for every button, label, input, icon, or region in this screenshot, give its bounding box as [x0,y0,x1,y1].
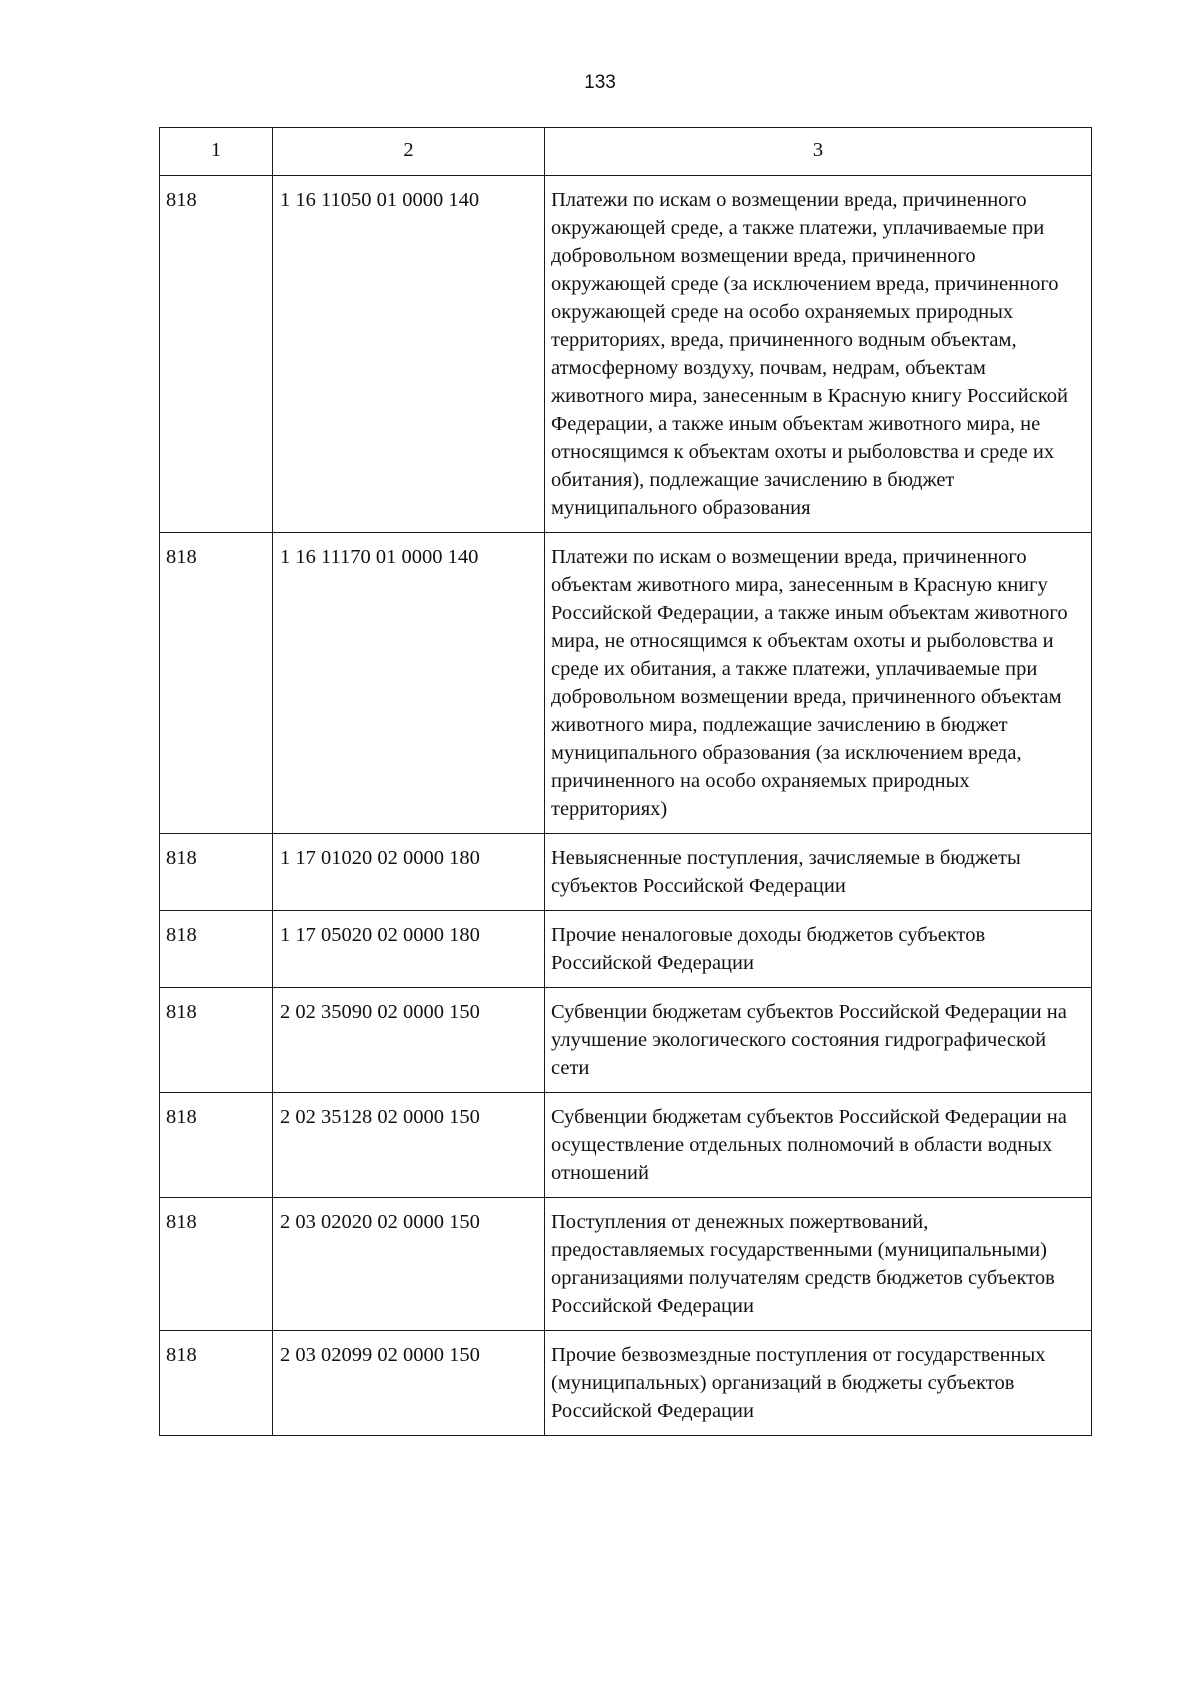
budget-code-cell: 2 03 02099 02 0000 150 [273,1331,545,1436]
column-header-code: 2 [273,128,545,176]
table-row [160,1198,1092,1331]
table-row [160,533,1092,834]
table-row [160,911,1092,988]
budget-code-cell: 2 02 35128 02 0000 150 [273,1093,545,1198]
budget-code-cell: 1 17 01020 02 0000 180 [273,834,545,911]
column-header-name: 3 [545,128,1092,176]
admin-code-cell: 818 [160,1198,273,1331]
budget-code-cell: 1 17 05020 02 0000 180 [273,911,545,988]
admin-code-cell: 818 [160,533,273,834]
column-header-admin: 1 [160,128,273,176]
budget-code-cell: 2 03 02020 02 0000 150 [273,1198,545,1331]
revenue-name-cell: Прочие безвозмездные поступления от государственных (муниципальных) организаций в бюджеты субъектов Российской Федерации [545,1331,1092,1436]
table-row [160,988,1092,1093]
table-header-row [160,128,1092,176]
revenue-name-cell: Платежи по искам о возмещении вреда, причиненного объектам животного мира, занесенным в Красную книгу Российской Федерации, а также иным объектам животного мира, не относящимся к объектам охоты и рыболовства и среде их обитания, а также платежи, уплачиваемые при добровольном возмещении вреда, причиненного объектам животного мира, подлежащие зачислению в бюджет муниципального образования (за исключением вреда, причиненного на особо охраняемых природных территориях) [545,533,1092,834]
page-number: 133 [584,72,616,93]
table-row [160,176,1092,533]
revenue-name-cell: Поступления от денежных пожертвований, предоставляемых государственными (муниципальными) организациями получателям средств бюджетов субъектов Российской Федерации [545,1198,1092,1331]
revenue-name-cell: Платежи по искам о возмещении вреда, причиненного окружающей среде, а также платежи, уплачиваемые при добровольном возмещении вреда, причиненного окружающей среде (за исключением вреда, причиненного окружающей среде на особо охраняемых природных территориях, вреда, причиненного водным объектам, атмосферному воздуху, почвам, недрам, объектам животного мира, занесенным в Красную книгу Российской Федерации, а также иным объектам животного мира, не относящимся к объектам охоты и рыболовства и среде их обитания), подлежащие зачислению в бюджет муниципального образования [545,176,1092,533]
admin-code-cell: 818 [160,911,273,988]
revenue-name-cell: Прочие неналоговые доходы бюджетов субъектов Российской Федерации [545,911,1092,988]
revenue-name-cell: Субвенции бюджетам субъектов Российской Федерации на улучшение экологического состояния гидрографической сети [545,988,1092,1093]
admin-code-cell: 818 [160,988,273,1093]
table-row [160,834,1092,911]
admin-code-cell: 818 [160,834,273,911]
budget-code-cell: 1 16 11170 01 0000 140 [273,533,545,834]
admin-code-cell: 818 [160,1093,273,1198]
table-row [160,1331,1092,1436]
budget-code-cell: 1 16 11050 01 0000 140 [273,176,545,533]
revenue-name-cell: Субвенции бюджетам субъектов Российской Федерации на осуществление отдельных полномочий в области водных отношений [545,1093,1092,1198]
revenue-name-cell: Невыясненные поступления, зачисляемые в бюджеты субъектов Российской Федерации [545,834,1092,911]
admin-code-cell: 818 [160,176,273,533]
admin-code-cell: 818 [160,1331,273,1436]
table-row [160,1093,1092,1198]
revenue-classification-table [159,127,1092,1436]
budget-code-cell: 2 02 35090 02 0000 150 [273,988,545,1093]
